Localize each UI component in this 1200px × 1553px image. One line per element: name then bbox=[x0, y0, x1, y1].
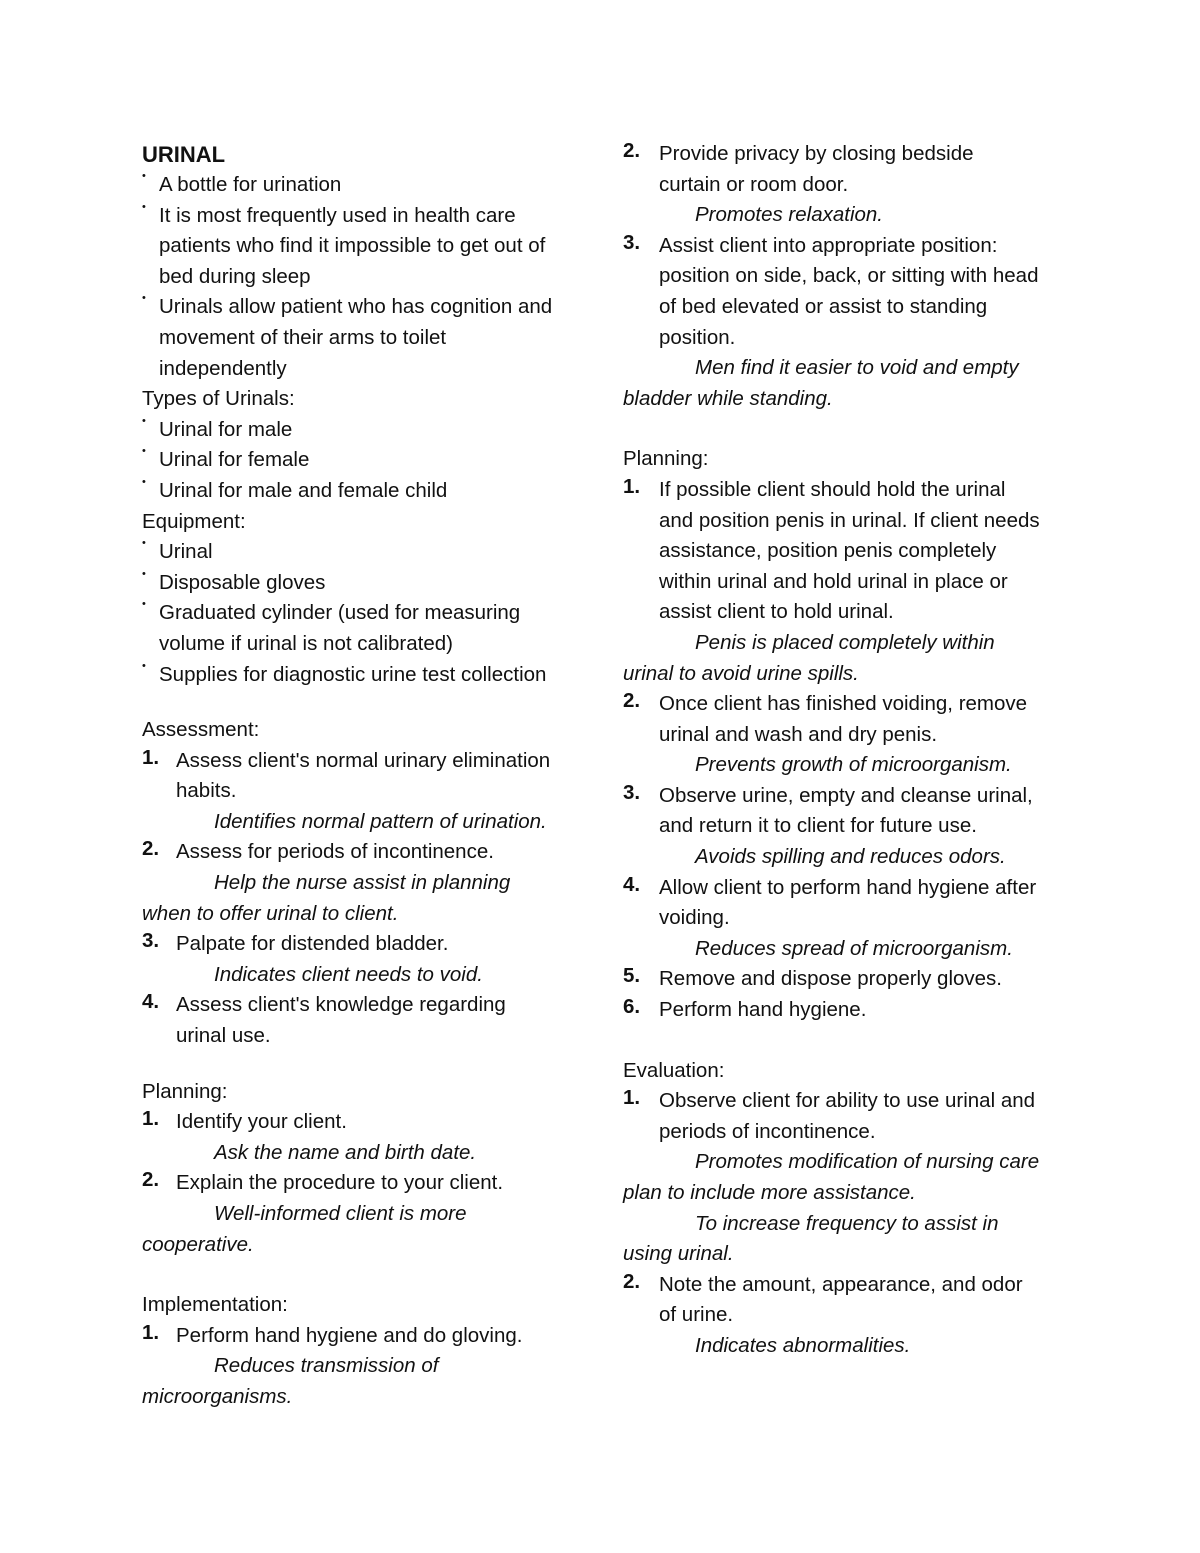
numbered-step bbox=[142, 990, 587, 1051]
bullet-icon: • bbox=[142, 292, 146, 305]
rationale-text: To increase frequency to assist in bbox=[695, 1211, 999, 1235]
bullet-icon: • bbox=[142, 200, 146, 213]
rationale-text: Promotes modification of nursing care bbox=[695, 1150, 1040, 1174]
step-text: assist client to hold urinal. bbox=[659, 600, 894, 624]
section-spacer bbox=[623, 1026, 1073, 1056]
bullet-icon: • bbox=[142, 659, 146, 672]
step-text: Explain the procedure to your client. bbox=[176, 1171, 504, 1195]
rationale bbox=[142, 1199, 587, 1260]
step-number: 3. bbox=[623, 780, 641, 804]
step-text: Perform hand hygiene and do gloving. bbox=[176, 1323, 523, 1347]
section-heading: Equipment: bbox=[142, 509, 246, 533]
bullet-icon: • bbox=[142, 475, 146, 488]
step-text: Observe urine, empty and cleanse urinal, bbox=[659, 783, 1033, 807]
numbered-step bbox=[623, 781, 1073, 842]
rationale-text: Indicates client needs to void. bbox=[214, 962, 483, 986]
bullet-item bbox=[142, 415, 587, 446]
rationale-text: Penis is placed completely within bbox=[695, 630, 995, 654]
bullet-text: A bottle for urination bbox=[159, 173, 342, 196]
left-column bbox=[142, 139, 587, 1413]
rationale-text: Men find it easier to void and empty bbox=[695, 356, 1019, 380]
step-text: and return it to client for future use. bbox=[659, 814, 977, 838]
step-text: assistance, position penis completely bbox=[659, 539, 997, 563]
step-text: urinal use. bbox=[176, 1024, 271, 1048]
bullet-item bbox=[142, 445, 587, 476]
rationale bbox=[623, 842, 1073, 873]
bullet-item bbox=[142, 201, 587, 293]
numbered-step bbox=[623, 995, 1073, 1026]
step-number: 1. bbox=[142, 1107, 160, 1131]
step-text: Provide privacy by closing bedside bbox=[659, 142, 974, 165]
step-text: habits. bbox=[176, 779, 237, 803]
rationale-text: using urinal. bbox=[623, 1242, 734, 1266]
numbered-step bbox=[623, 139, 1073, 200]
rationale bbox=[623, 628, 1073, 689]
numbered-step bbox=[623, 1270, 1073, 1331]
step-text: of urine. bbox=[659, 1303, 734, 1327]
section-heading: Planning: bbox=[623, 447, 709, 471]
step-text: periods of incontinence. bbox=[659, 1119, 876, 1143]
right-column bbox=[623, 139, 1073, 1362]
bullet-icon: • bbox=[142, 567, 146, 580]
bullet-text: It is most frequently used in health care bbox=[159, 203, 516, 227]
numbered-step bbox=[623, 231, 1073, 353]
rationale-text: bladder while standing. bbox=[623, 386, 833, 410]
step-text: within urinal and hold urinal in place or bbox=[659, 569, 1008, 593]
bullet-icon: • bbox=[142, 598, 146, 611]
step-number: 4. bbox=[142, 990, 160, 1014]
bullet-icon: • bbox=[142, 414, 146, 427]
bullet-item bbox=[142, 292, 587, 384]
rationale bbox=[142, 1138, 587, 1169]
step-text: and position penis in urinal. If client needs bbox=[659, 508, 1040, 532]
rationale-text: Identifies normal pattern of urination. bbox=[214, 809, 547, 833]
rationale-text: plan to include more assistance. bbox=[623, 1181, 916, 1204]
rationale-text: Reduces transmission of bbox=[214, 1354, 439, 1378]
numbered-step bbox=[142, 929, 587, 960]
step-number: 2. bbox=[623, 689, 641, 713]
rationale bbox=[142, 807, 587, 838]
step-text: position on side, back, or sitting with head bbox=[659, 264, 1039, 288]
numbered-step bbox=[623, 873, 1073, 934]
rationale bbox=[142, 868, 587, 929]
step-text: Palpate for distended bladder. bbox=[176, 932, 449, 956]
rationale-text: Reduces spread of microorganism. bbox=[695, 936, 1013, 960]
rationale-text: Indicates abnormalities. bbox=[695, 1333, 911, 1357]
step-text: Note the amount, appearance, and odor bbox=[659, 1272, 1023, 1296]
numbered-step bbox=[623, 964, 1073, 995]
bullet-text: Urinal for male and female child bbox=[159, 478, 448, 502]
rationale-text: when to offer urinal to client. bbox=[142, 901, 399, 925]
step-text: position. bbox=[659, 325, 736, 349]
bullet-item bbox=[142, 476, 587, 507]
rationale-text: Help the nurse assist in planning bbox=[214, 871, 511, 895]
step-text: Once client has finished voiding, remove bbox=[659, 692, 1028, 716]
step-number: 3. bbox=[623, 230, 641, 254]
rationale bbox=[623, 1331, 1073, 1362]
numbered-step bbox=[142, 746, 587, 807]
step-number: 2. bbox=[142, 1168, 160, 1192]
bullet-item bbox=[142, 170, 587, 201]
section-spacer bbox=[142, 690, 587, 715]
step-number: 2. bbox=[623, 1269, 641, 1293]
rationale-text: Ask the name and birth date. bbox=[214, 1140, 477, 1164]
rationale-text: Avoids spilling and reduces odors. bbox=[695, 845, 1006, 869]
section-heading: Implementation: bbox=[142, 1293, 288, 1317]
section-heading: Types of Urinals: bbox=[142, 387, 295, 411]
numbered-step bbox=[142, 1321, 587, 1352]
rationale bbox=[142, 960, 587, 991]
section-spacer bbox=[142, 1052, 587, 1077]
step-text: Allow client to perform hand hygiene after bbox=[659, 875, 1037, 899]
bullet-icon: • bbox=[142, 445, 146, 458]
step-number: 6. bbox=[623, 995, 641, 1019]
step-text: Remove and dispose properly gloves. bbox=[659, 967, 1002, 991]
rationale bbox=[623, 750, 1073, 781]
rationale bbox=[142, 1351, 587, 1412]
bullet-text: Supplies for diagnostic urine test collection bbox=[159, 662, 547, 686]
step-text: Perform hand hygiene. bbox=[659, 998, 867, 1022]
rationale-text: urinal to avoid urine spills. bbox=[623, 661, 859, 685]
step-text: If possible client should hold the urinal bbox=[659, 477, 1006, 501]
step-number: 2. bbox=[142, 837, 160, 861]
bullet-icon: • bbox=[142, 170, 146, 182]
rationale-text: cooperative. bbox=[142, 1232, 254, 1256]
numbered-step bbox=[623, 475, 1073, 628]
step-number: 1. bbox=[623, 1086, 641, 1110]
bullet-text: Disposable gloves bbox=[159, 570, 326, 594]
step-number: 1. bbox=[142, 745, 160, 769]
step-number: 1. bbox=[623, 474, 641, 498]
bullet-item bbox=[142, 598, 587, 659]
rationale bbox=[623, 1147, 1073, 1269]
step-text: Assess client's knowledge regarding bbox=[176, 993, 506, 1017]
step-text: Assess for periods of incontinence. bbox=[176, 840, 494, 864]
bullet-text: Urinal bbox=[159, 540, 213, 564]
bullet-item bbox=[142, 660, 587, 691]
step-text: of bed elevated or assist to standing bbox=[659, 294, 988, 318]
numbered-step bbox=[142, 1168, 587, 1199]
step-number: 3. bbox=[142, 929, 160, 953]
bullet-text: movement of their arms to toilet bbox=[159, 325, 447, 349]
step-text: voiding. bbox=[659, 906, 730, 930]
bullet-text: independently bbox=[159, 356, 287, 380]
step-number: 5. bbox=[623, 964, 641, 988]
bullet-text: bed during sleep bbox=[159, 264, 311, 288]
section-spacer bbox=[142, 1260, 587, 1290]
bullet-item bbox=[142, 537, 587, 568]
rationale bbox=[623, 353, 1073, 414]
section-heading: Evaluation: bbox=[623, 1058, 725, 1082]
step-number: 1. bbox=[142, 1320, 160, 1344]
rationale bbox=[623, 200, 1073, 231]
step-number: 4. bbox=[623, 872, 641, 896]
numbered-step bbox=[142, 1107, 587, 1138]
numbered-step bbox=[142, 837, 587, 868]
step-text: curtain or room door. bbox=[659, 172, 849, 196]
step-text: urinal and wash and dry penis. bbox=[659, 722, 938, 746]
document-title: URINAL bbox=[142, 142, 226, 167]
rationale-text: Prevents growth of microorganism. bbox=[695, 753, 1012, 777]
bullet-text: Urinal for male bbox=[159, 417, 293, 441]
bullet-item bbox=[142, 568, 587, 599]
numbered-step bbox=[623, 1086, 1073, 1147]
rationale-text: Promotes relaxation. bbox=[695, 203, 884, 227]
bullet-text: patients who find it impossible to get out of bbox=[159, 234, 546, 258]
numbered-step bbox=[623, 689, 1073, 750]
bullet-text: volume if urinal is not calibrated) bbox=[159, 631, 453, 655]
section-heading: Assessment: bbox=[142, 718, 260, 742]
step-text: Assess client's normal urinary elimination bbox=[176, 748, 551, 772]
section-spacer bbox=[623, 414, 1073, 444]
section-heading: Planning: bbox=[142, 1079, 228, 1103]
step-text: Identify your client. bbox=[176, 1110, 347, 1134]
rationale-text: microorganisms. bbox=[142, 1384, 293, 1408]
step-number: 2. bbox=[623, 139, 641, 162]
rationale-text: Well-informed client is more bbox=[214, 1202, 467, 1225]
bullet-text: Urinals allow patient who has cognition and bbox=[159, 295, 553, 319]
rationale bbox=[623, 934, 1073, 965]
bullet-text: Urinal for female bbox=[159, 448, 310, 472]
step-text: Assist client into appropriate position: bbox=[659, 233, 998, 257]
step-text: Observe client for ability to use urinal and bbox=[659, 1089, 1036, 1113]
bullet-text: Graduated cylinder (used for measuring bbox=[159, 601, 521, 625]
bullet-icon: • bbox=[142, 537, 146, 550]
